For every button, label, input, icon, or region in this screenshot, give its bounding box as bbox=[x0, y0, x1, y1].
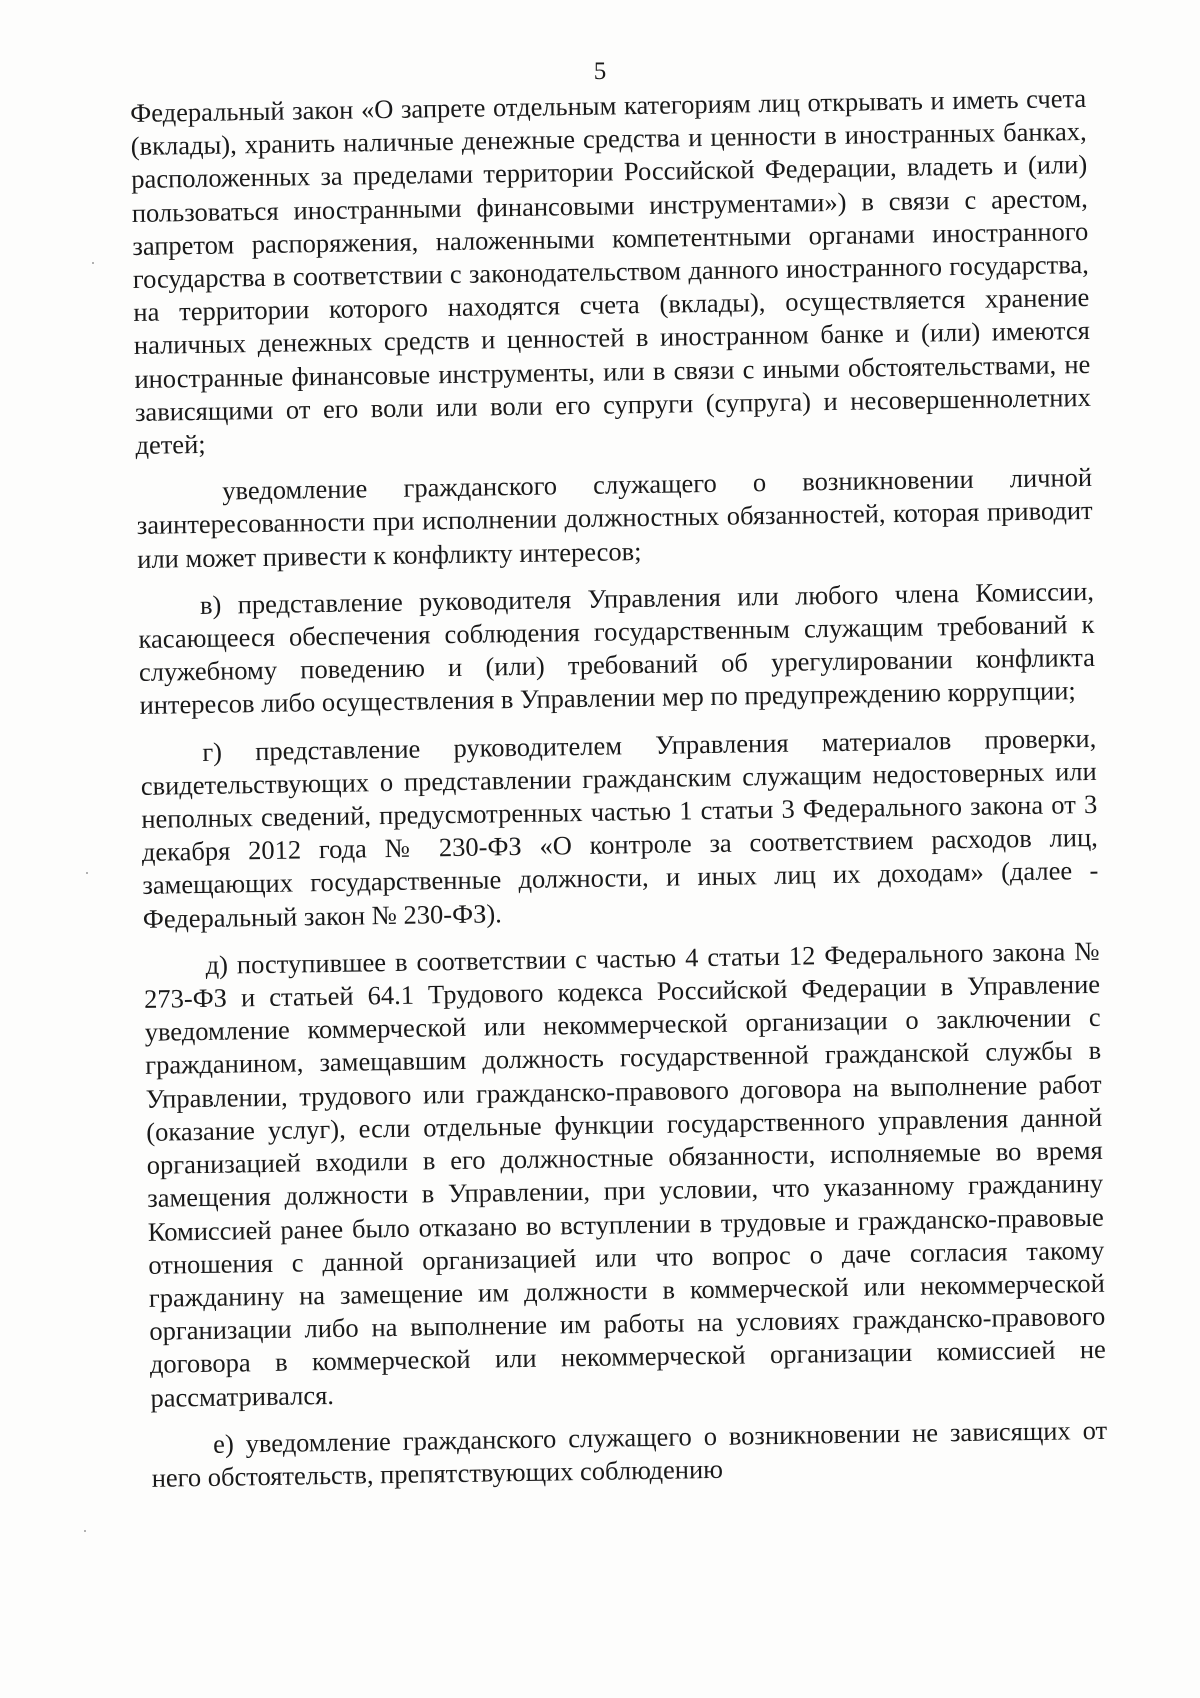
paragraph-item-v: в) представление руководителя Управления или любого члена Комиссии, касающееся обеспечения соблюдения государственным служащим требований к служебному поведению и (или) требований об урегулировании конфликта интересов либо осуществления в Управлении мер по предупреждению коррупции; bbox=[138, 575, 1096, 721]
scan-speck bbox=[92, 262, 94, 264]
paragraph-law-continuation: Федеральный закон «О запрете отдельным категориям лиц открывать и иметь счета (вклады), хранить наличные денежные средства и ценности в иностранных банках, расположенных за пределами территории Российской Федерации, владеть и (или) пользоваться иностранными финансовыми инструментами») в связи с арестом, запретом распоряжения, наложенными компетентными органами иностранного государства в соответствии с законодательством данного иностранного государства, на территории которого находятся счета (вклады), осуществляется хранение наличных денежных средств и ценностей в иностранном банке и (или) имеются иностранные финансовые инструменты, или в связи с иными обстоятельствами, не зависящими от его воли или воли его супруги (супруга) и несовершеннолетних детей; bbox=[130, 82, 1092, 460]
paragraph-item-e: е) уведомление гражданского служащего о возникновении не зависящих от него обстоятельств, препятствующих соблюдению bbox=[151, 1414, 1108, 1493]
paragraph-conflict-notice: уведомление гражданского служащего о возникновении личной заинтересованности при исполнении должностных обязанностей, которая приводит или может привести к конфликту интересов; bbox=[136, 462, 1093, 574]
document-body bbox=[130, 82, 1108, 1509]
scan-speck bbox=[86, 872, 88, 874]
paragraph-item-g: г) представление руководителем Управления материалов проверки, свидетельствующих о представлении гражданским служащим недостоверных или неполных сведений, предусмотренных частью 1 статьи 3 Федерального закона от 3 декабря 2012 года № 230-ФЗ «О контроле за соответствием расходов лиц, замещающих государственные должности, и иных лиц их доходам» (далее - Федеральный закон № 230-ФЗ). bbox=[140, 722, 1099, 934]
page-number: 5 bbox=[593, 58, 607, 85]
paragraph-item-d: д) поступившее в соответствии с частью 4 статьи 12 Федерального закона № 273-ФЗ и статьей 64.1 Трудового кодекса Российской Федерации в Управление уведомление коммерческой или некоммерческой организации о заключении с гражданином, замещавшим должность государственной гражданской службы в Управлении, трудового или гражданско-правового договора на выполнение работ (оказание услуг), если отдельные функции государственного управления данной организацией входили в его должностные обязанности, исполняемые во время замещения должности в Управлении, при условии, что указанному гражданину Комиссией ранее было отказано во вступлении в трудовые и гражданско-правовые отношения с данной организацией или что вопрос о даче согласия такому гражданину на замещение им должности в коммерческой или некоммерческой организации либо на выполнение им работы на условиях гражданско-правового договора в коммерческой или некоммерческой организации комиссией не рассматривался. bbox=[143, 935, 1107, 1413]
scan-speck bbox=[84, 1530, 86, 1532]
